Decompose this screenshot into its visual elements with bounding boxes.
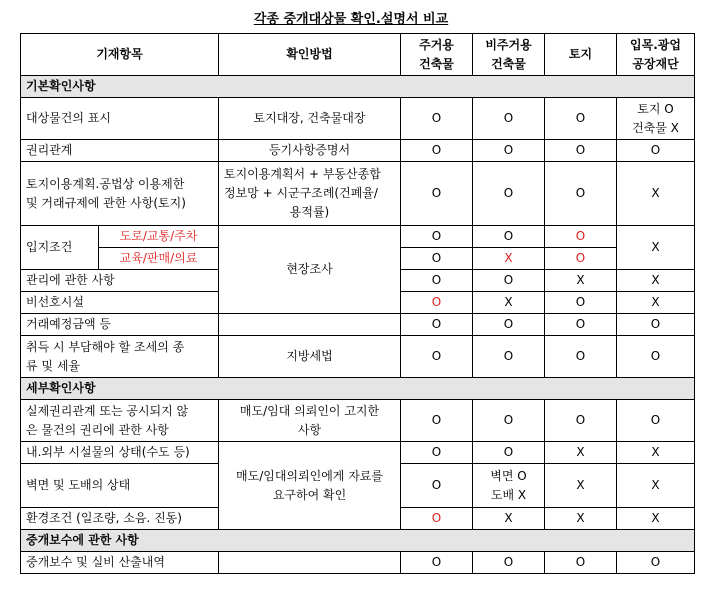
- section-row: [21, 378, 695, 400]
- cell-value: O: [401, 508, 473, 530]
- row-sublabel: 교육/판매/의료: [99, 248, 219, 270]
- cell-value: O: [401, 270, 473, 292]
- section-row: [21, 76, 695, 98]
- row-label: 비선호시설: [21, 292, 219, 314]
- cell-value: O: [401, 248, 473, 270]
- table-row: [21, 162, 695, 226]
- cell-value: X: [617, 270, 695, 292]
- cell-value: O: [473, 314, 545, 336]
- row-label: 관리에 관한 사항: [21, 270, 219, 292]
- row-label: 대상물건의 표시: [21, 98, 219, 140]
- cell-value: X: [545, 442, 617, 464]
- cell-value: X: [617, 226, 695, 270]
- row-label: 권리관계: [21, 140, 219, 162]
- row-method: 매도/임대의뢰인에게 자료를 요구하여 확인: [219, 442, 401, 530]
- cell-value: O: [617, 140, 695, 162]
- section-fee: 중개보수에 관한 사항: [21, 530, 695, 552]
- cell-value: O: [473, 140, 545, 162]
- cell-value: O: [545, 336, 617, 378]
- cell-value: O: [473, 226, 545, 248]
- row-label: 환경조건 (일조량, 소음. 진동): [21, 508, 219, 530]
- row-label: 취득 시 부담해야 할 조세의 종 류 및 세율: [21, 336, 219, 378]
- table-row: [21, 442, 695, 464]
- cell-value: X: [617, 292, 695, 314]
- header-row: [21, 34, 695, 76]
- row-label: 내.외부 시설물의 상태(수도 등): [21, 442, 219, 464]
- row-method: 지방세법: [219, 336, 401, 378]
- cell-value: O: [545, 98, 617, 140]
- cell-value: X: [545, 464, 617, 508]
- cell-value: O: [401, 314, 473, 336]
- row-method: 등기사항증명서: [219, 140, 401, 162]
- header-method: 확인방법: [219, 34, 401, 76]
- cell-value: O: [401, 226, 473, 248]
- cell-value: X: [617, 162, 695, 226]
- header-residential: 주거용 건축물: [401, 34, 473, 76]
- cell-value: O: [617, 400, 695, 442]
- cell-value: O: [617, 552, 695, 574]
- page-title: 각종 중개대상물 확인.설명서 비교: [253, 12, 449, 27]
- table-row: [21, 400, 695, 442]
- comparison-table: [20, 33, 695, 574]
- section-basic: 기본확인사항: [21, 76, 695, 98]
- cell-value: O: [401, 98, 473, 140]
- cell-value: O: [401, 442, 473, 464]
- cell-value: O: [401, 464, 473, 508]
- cell-value: O: [473, 270, 545, 292]
- cell-value: O: [473, 400, 545, 442]
- table-row: [21, 336, 695, 378]
- row-label: 중개보수 및 실비 산출내역: [21, 552, 219, 574]
- cell-value: O: [545, 248, 617, 270]
- cell-value: O: [545, 162, 617, 226]
- cell-value: O: [545, 400, 617, 442]
- cell-value: O: [401, 292, 473, 314]
- cell-value: O: [473, 162, 545, 226]
- cell-value: X: [473, 508, 545, 530]
- cell-value: O: [545, 140, 617, 162]
- cell-value: X: [617, 464, 695, 508]
- cell-value: O: [473, 336, 545, 378]
- cell-value: O: [617, 314, 695, 336]
- row-method: 매도/임대 의뢰인이 고지한 사항: [219, 400, 401, 442]
- table-row: [21, 314, 695, 336]
- row-method: 현장조사: [219, 226, 401, 314]
- cell-value: X: [545, 508, 617, 530]
- cell-value: O: [545, 292, 617, 314]
- cell-value: X: [617, 508, 695, 530]
- cell-value: O: [545, 226, 617, 248]
- header-land: 토지: [545, 34, 617, 76]
- table-row: [21, 226, 695, 248]
- table-row: [21, 98, 695, 140]
- cell-value: X: [545, 270, 617, 292]
- row-label: 토지이용계획.공법상 이용제한 및 거래규제에 관한 사항(토지): [21, 162, 219, 226]
- cell-value: O: [401, 400, 473, 442]
- row-label: 실제권리관계 또는 공시되지 않 은 물건의 권리에 관한 사항: [21, 400, 219, 442]
- cell-value: 토지 O 건축물 X: [617, 98, 695, 140]
- header-forest-factory: 입목.광업 공장재단: [617, 34, 695, 76]
- header-nonresidential: 비주거용 건축물: [473, 34, 545, 76]
- row-method: [219, 314, 401, 336]
- row-method: 토지대장, 건축물대장: [219, 98, 401, 140]
- cell-value: O: [401, 140, 473, 162]
- cell-value: O: [545, 552, 617, 574]
- cell-value: X: [617, 442, 695, 464]
- row-method: [219, 552, 401, 574]
- row-label: 입지조건: [21, 226, 99, 270]
- cell-value: 벽면 O 도배 X: [473, 464, 545, 508]
- row-method: 토지이용계획서 + 부동산종합 정보망 + 시군구조례(건폐율/ 용적률): [219, 162, 401, 226]
- cell-value: X: [473, 292, 545, 314]
- row-label: 벽면 및 도배의 상태: [21, 464, 219, 508]
- section-row: [21, 530, 695, 552]
- cell-value: O: [473, 552, 545, 574]
- cell-value: O: [401, 552, 473, 574]
- cell-value: O: [617, 336, 695, 378]
- cell-value: X: [473, 248, 545, 270]
- section-detail: 세부확인사항: [21, 378, 695, 400]
- cell-value: O: [473, 98, 545, 140]
- row-label: 거래예정금액 등: [21, 314, 219, 336]
- cell-value: O: [473, 442, 545, 464]
- cell-value: O: [401, 162, 473, 226]
- table-row: [21, 140, 695, 162]
- cell-value: O: [545, 314, 617, 336]
- table-row: [21, 552, 695, 574]
- row-sublabel: 도로/교통/주차: [99, 226, 219, 248]
- cell-value: O: [401, 336, 473, 378]
- header-item: 기재항목: [21, 34, 219, 76]
